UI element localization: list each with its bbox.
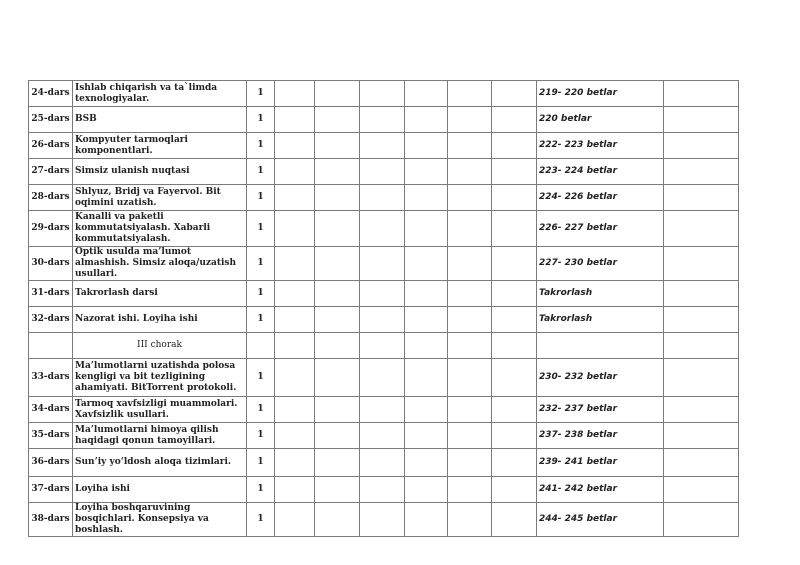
table-row	[29, 423, 739, 449]
table-row	[29, 247, 739, 281]
blank-cell	[492, 503, 537, 537]
lesson-number-cell	[29, 333, 73, 359]
blank-cell	[360, 477, 405, 503]
table-row	[29, 449, 739, 477]
blank-cell	[492, 423, 537, 449]
blank-cell	[315, 81, 360, 107]
blank-cell	[360, 185, 405, 211]
blank-cell	[664, 333, 739, 359]
blank-cell	[492, 281, 537, 307]
lesson-hours: 1	[247, 159, 275, 185]
table-row	[29, 503, 739, 537]
blank-cell	[275, 211, 315, 247]
blank-cell	[360, 397, 405, 423]
lesson-topic: Sun’iy yo‘ldosh aloqa tizimlari.	[73, 449, 247, 477]
blank-cell	[492, 307, 537, 333]
blank-cell	[448, 359, 492, 397]
textbook-pages: 226- 227 betlar	[537, 211, 664, 247]
lesson-number: 37-dars	[29, 477, 73, 503]
lesson-rows	[29, 81, 739, 537]
table-row	[29, 477, 739, 503]
lesson-topic: Simsiz ulanish nuqtasi	[73, 159, 247, 185]
section-row	[29, 333, 739, 359]
blank-cell	[664, 503, 739, 537]
lesson-hours: 1	[247, 449, 275, 477]
blank-cell	[315, 159, 360, 185]
lesson-hours: 1	[247, 247, 275, 281]
lesson-topic: Shlyuz, Bridj va Fayervol. Bit oqimini uzatish.	[73, 185, 247, 211]
table-row	[29, 159, 739, 185]
blank-cell	[448, 333, 492, 359]
textbook-pages: 241- 242 betlar	[537, 477, 664, 503]
table-row	[29, 133, 739, 159]
textbook-pages: 230- 232 betlar	[537, 359, 664, 397]
lesson-hours: 1	[247, 397, 275, 423]
textbook-pages: 227- 230 betlar	[537, 247, 664, 281]
blank-cell	[492, 81, 537, 107]
blank-cell	[360, 81, 405, 107]
blank-cell	[360, 307, 405, 333]
blank-cell	[360, 133, 405, 159]
blank-cell	[448, 477, 492, 503]
blank-cell	[275, 281, 315, 307]
blank-cell	[664, 359, 739, 397]
blank-cell	[360, 423, 405, 449]
lesson-topic: Ma’lumotlarni uzatishda polosa kengligi va bit tezligining ahamiyati. BitTorrent protokoli.	[73, 359, 247, 397]
textbook-pages: Takrorlash	[537, 307, 664, 333]
lesson-hours: 1	[247, 307, 275, 333]
blank-cell	[664, 477, 739, 503]
blank-cell	[360, 449, 405, 477]
blank-cell	[275, 133, 315, 159]
blank-cell	[360, 159, 405, 185]
blank-cell	[664, 159, 739, 185]
table-row	[29, 397, 739, 423]
textbook-pages: 222- 223 betlar	[537, 133, 664, 159]
blank-cell	[405, 477, 448, 503]
blank-cell	[275, 359, 315, 397]
pages-cell	[537, 333, 664, 359]
lesson-hours: 1	[247, 503, 275, 537]
lesson-hours: 1	[247, 359, 275, 397]
textbook-pages: Takrorlash	[537, 281, 664, 307]
lesson-number: 24-dars	[29, 81, 73, 107]
blank-cell	[664, 307, 739, 333]
lesson-number: 30-dars	[29, 247, 73, 281]
blank-cell	[448, 503, 492, 537]
lesson-number: 34-dars	[29, 397, 73, 423]
blank-cell	[664, 107, 739, 133]
blank-cell	[448, 423, 492, 449]
lesson-topic: BSB	[73, 107, 247, 133]
blank-cell	[405, 159, 448, 185]
blank-cell	[664, 247, 739, 281]
blank-cell	[664, 423, 739, 449]
blank-cell	[405, 333, 448, 359]
blank-cell	[664, 281, 739, 307]
blank-cell	[275, 503, 315, 537]
table-row	[29, 211, 739, 247]
blank-cell	[664, 185, 739, 211]
blank-cell	[448, 81, 492, 107]
lesson-topic: Loyiha ishi	[73, 477, 247, 503]
lesson-hours: 1	[247, 281, 275, 307]
blank-cell	[664, 449, 739, 477]
blank-cell	[492, 397, 537, 423]
blank-cell	[315, 397, 360, 423]
lesson-number: 29-dars	[29, 211, 73, 247]
blank-cell	[405, 185, 448, 211]
blank-cell	[275, 107, 315, 133]
lesson-number: 36-dars	[29, 449, 73, 477]
blank-cell	[315, 133, 360, 159]
blank-cell	[275, 247, 315, 281]
lesson-topic: Loyiha boshqaruvining bosqichlari. Konsepsiya va boshlash.	[73, 503, 247, 537]
blank-cell	[315, 449, 360, 477]
blank-cell	[405, 449, 448, 477]
lesson-topic: Ishlab chiqarish va ta`limda texnologiyalar.	[73, 81, 247, 107]
blank-cell	[448, 397, 492, 423]
lesson-hours: 1	[247, 185, 275, 211]
blank-cell	[275, 307, 315, 333]
blank-cell	[275, 397, 315, 423]
blank-cell	[360, 333, 405, 359]
lesson-number: 28-dars	[29, 185, 73, 211]
blank-cell	[405, 247, 448, 281]
blank-cell	[405, 359, 448, 397]
blank-cell	[448, 159, 492, 185]
lesson-hours: 1	[247, 477, 275, 503]
blank-cell	[492, 449, 537, 477]
blank-cell	[492, 247, 537, 281]
blank-cell	[315, 247, 360, 281]
lesson-topic: Takrorlash darsi	[73, 281, 247, 307]
blank-cell	[315, 503, 360, 537]
blank-cell	[405, 107, 448, 133]
blank-cell	[492, 211, 537, 247]
blank-cell	[492, 133, 537, 159]
table-row	[29, 281, 739, 307]
section-title: III chorak	[73, 333, 247, 359]
blank-cell	[492, 359, 537, 397]
lesson-number: 38-dars	[29, 503, 73, 537]
blank-cell	[448, 107, 492, 133]
lesson-hours: 1	[247, 133, 275, 159]
lesson-topic: Ma’lumotlarni himoya qilish haqidagi qonun tamoyillari.	[73, 423, 247, 449]
blank-cell	[360, 247, 405, 281]
blank-cell	[315, 333, 360, 359]
lesson-topic: Nazorat ishi. Loyiha ishi	[73, 307, 247, 333]
blank-cell	[405, 211, 448, 247]
textbook-pages: 219- 220 betlar	[537, 81, 664, 107]
lesson-number: 27-dars	[29, 159, 73, 185]
blank-cell	[360, 359, 405, 397]
blank-cell	[448, 133, 492, 159]
blank-cell	[448, 449, 492, 477]
blank-cell	[405, 307, 448, 333]
blank-cell	[315, 107, 360, 133]
lesson-topic: Kompyuter tarmoqlari komponentlari.	[73, 133, 247, 159]
textbook-pages: 239- 241 betlar	[537, 449, 664, 477]
blank-cell	[275, 477, 315, 503]
table-row	[29, 307, 739, 333]
blank-cell	[492, 185, 537, 211]
blank-cell	[405, 503, 448, 537]
lesson-hours: 1	[247, 107, 275, 133]
lesson-plan-table	[28, 80, 739, 537]
lesson-number: 31-dars	[29, 281, 73, 307]
textbook-pages: 244- 245 betlar	[537, 503, 664, 537]
blank-cell	[405, 397, 448, 423]
blank-cell	[275, 185, 315, 211]
blank-cell	[664, 211, 739, 247]
blank-cell	[664, 397, 739, 423]
blank-cell	[360, 503, 405, 537]
blank-cell	[275, 159, 315, 185]
lesson-number: 32-dars	[29, 307, 73, 333]
lesson-topic: Optik usulda ma’lumot almashish. Simsiz aloqa/uzatish usullari.	[73, 247, 247, 281]
textbook-pages: 237- 238 betlar	[537, 423, 664, 449]
blank-cell	[315, 423, 360, 449]
table-row	[29, 185, 739, 211]
lesson-hours: 1	[247, 211, 275, 247]
blank-cell	[405, 133, 448, 159]
blank-cell	[448, 281, 492, 307]
blank-cell	[315, 307, 360, 333]
blank-cell	[315, 281, 360, 307]
lesson-topic: Tarmoq xavfsizligi muammolari. Xavfsizlik usullari.	[73, 397, 247, 423]
table-row	[29, 359, 739, 397]
textbook-pages: 223- 224 betlar	[537, 159, 664, 185]
blank-cell	[448, 211, 492, 247]
blank-cell	[315, 477, 360, 503]
blank-cell	[275, 81, 315, 107]
lesson-number: 33-dars	[29, 359, 73, 397]
blank-cell	[405, 423, 448, 449]
blank-cell	[492, 107, 537, 133]
blank-cell	[492, 477, 537, 503]
lesson-number: 35-dars	[29, 423, 73, 449]
blank-cell	[315, 359, 360, 397]
blank-cell	[448, 185, 492, 211]
blank-cell	[360, 211, 405, 247]
blank-cell	[405, 281, 448, 307]
lesson-topic: Kanalli va paketli kommutatsiyalash. Xabarli kommutatsiyalash.	[73, 211, 247, 247]
hours-cell	[247, 333, 275, 359]
blank-cell	[315, 211, 360, 247]
blank-cell	[275, 423, 315, 449]
blank-cell	[492, 333, 537, 359]
blank-cell	[315, 185, 360, 211]
blank-cell	[492, 159, 537, 185]
blank-cell	[448, 307, 492, 333]
blank-cell	[664, 133, 739, 159]
lesson-number: 25-dars	[29, 107, 73, 133]
lesson-hours: 1	[247, 81, 275, 107]
textbook-pages: 220 betlar	[537, 107, 664, 133]
blank-cell	[360, 281, 405, 307]
textbook-pages: 224- 226 betlar	[537, 185, 664, 211]
blank-cell	[405, 81, 448, 107]
table-row	[29, 107, 739, 133]
blank-cell	[360, 107, 405, 133]
textbook-pages: 232- 237 betlar	[537, 397, 664, 423]
blank-cell	[664, 81, 739, 107]
lesson-number: 26-dars	[29, 133, 73, 159]
table-row	[29, 81, 739, 107]
blank-cell	[448, 247, 492, 281]
blank-cell	[275, 333, 315, 359]
lesson-hours: 1	[247, 423, 275, 449]
blank-cell	[275, 449, 315, 477]
